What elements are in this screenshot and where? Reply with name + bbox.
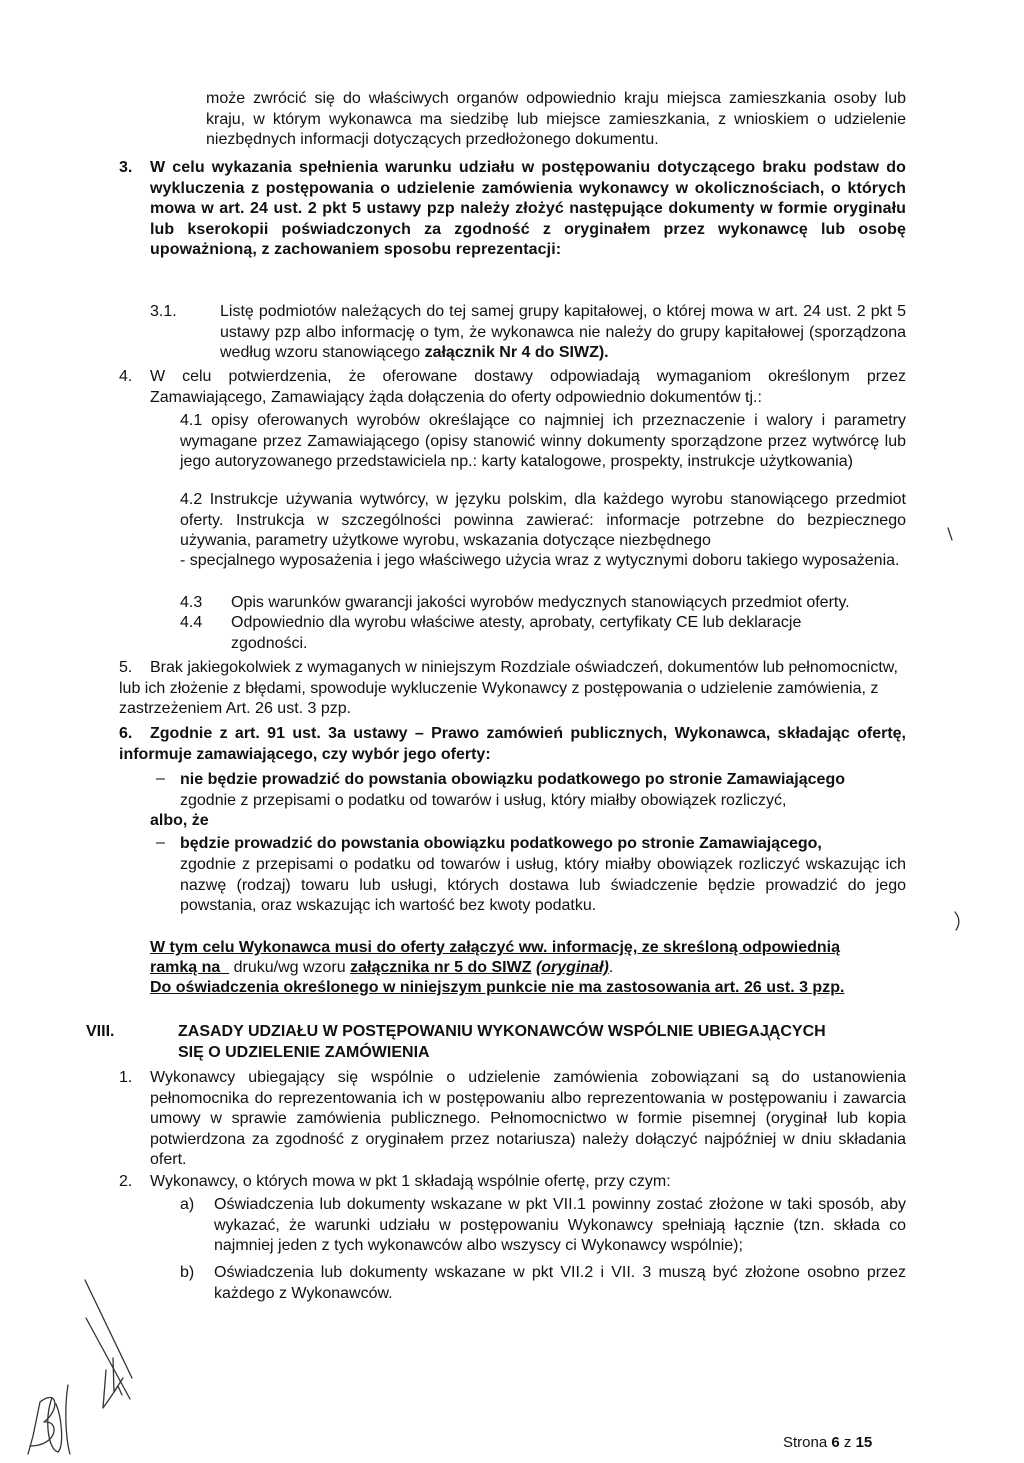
s8-item2-number: 2. <box>119 1173 133 1190</box>
p6-note-line1: W tym celu Wykonawca musi do oferty załączyć ww. informację, ze skreśloną odpowiednią <box>150 939 840 956</box>
p6-option1-bold: nie będzie prowadzić do powstania obowiązku podatkowego po stronie Zamawiającego <box>180 771 845 788</box>
s8-item2a-text: Oświadczenia lub dokumenty wskazane w pkt VII.1 powinny zostać złożone w taki sposób, aby wykazać, że warunki udziału w postępowaniu Wykonawcy spełniają łącznie (tzn. składa co najmniej jeden z tych wykonawców albo wszyscy ci Wykonawcy wspólnie); <box>214 1196 906 1254</box>
p4-text: W celu potwierdzenia, że oferowane dostawy odpowiadają wymaganiom określonym przez Zamawiającego, Zamawiający żąda dołączenia do oferty odpowiednio dokumentów tj.: <box>150 368 906 406</box>
s8-item1-text: Wykonawcy ubiegający się wspólnie o udzielenie zamówienia zobowiązani są do ustanowienia pełnomocnika do reprezentowania ich w postępowaniu albo reprezentowania w postępowaniu i zawarcia umowy w sprawie zamówienia publicznego. Pełnomocnictwo w formie pisemnej (oryginał lub kopia potwierdzona za zgodność z oryginałem przez notariusza) należy dołączyć najpóźniej w dniu składania ofert. <box>150 1069 906 1168</box>
s8-title-line1: ZASADY UDZIAŁU W POSTĘPOWANIU WYKONAWCÓW WSPÓLNIE UBIEGAJĄCYCH <box>178 1023 826 1040</box>
s8-item1-number: 1. <box>119 1069 133 1086</box>
p6-note-line3: Do oświadczenia określonego w niniejszym punkcie nie ma zastosowania art. 26 ust. 3 pzp. <box>150 979 845 996</box>
s8-item2-text: Wykonawcy, o których mowa w pkt 1 składają wspólnie ofertę, przy czym: <box>150 1173 671 1190</box>
p3-text: W celu wykazania spełnienia warunku udziału w postępowaniu dotyczącego braku podstaw do wykluczenia z postępowania o udzielenie zamówienia wykonawcy w okolicznościach, o których mowa w art. 24 ust. 2 pkt 5 ustawy pzp należy złożyć następujące dokumenty w formie oryginału lub kserokopii poświadczonych za zgodność z oryginałem przez wykonawcę lub osobę upoważnioną, z zachowaniem sposobu reprezentacji: <box>150 159 906 258</box>
p6-option2-dash: – <box>156 834 165 851</box>
p3-1-attachment: załącznik Nr 4 do SIWZ). <box>424 344 609 361</box>
p4-4-text: Odpowiednio dla wyrobu właściwe atesty, aprobaty, certyfikaty CE lub deklaracje zgodności. <box>231 614 802 652</box>
p6-option2-rest: zgodnie z przepisami o podatku od towarów i usług, który miałby obowiązek rozliczyć wskazując ich nazwę (rodzaj) towaru lub usługi, których dostawa lub świadczenie będzie prowadzić do jego powstania, oraz wskazując ich wartość bez kwoty podatku. <box>180 856 906 914</box>
p6-note-attachment: załącznika nr 5 do SIWZ <box>350 959 532 976</box>
p6-note-original: (oryginał) <box>535 959 609 976</box>
p4-number: 4. <box>119 368 133 385</box>
s8-title-line2: SIĘ O UDZIELENIE ZAMÓWIENIA <box>178 1043 430 1061</box>
p4-2-text: 4.2 Instrukcje używania wytwórcy, w języku polskim, dla każdego wyrobu stanowiącego przedmiot oferty. Instrukcja w szczególności powinna zawierać: informacje potrzebne do bezpiecznego używania, parametry użytkowe wyrobu, wskazania dotyczące niezbędnego <box>180 491 906 549</box>
p4-1-text: 4.1 opisy oferowanych wyrobów określające co najmniej ich przeznaczenie i walory i parametry wymagane przez Zamawiającego (opisy stanowić winny dokumenty sporządzone przez wytwórcę lub jego autoryzowanego przedstawiciela np.: karty katalogowe, prospekty, instrukcje użytkowania) <box>180 412 906 470</box>
p6-option1-rest: zgodnie z przepisami o podatku od towarów i usług, który miałby obowiązek rozliczyć, <box>180 791 787 809</box>
p5-text: Brak jakiegokolwiek z wymaganych w niniejszym Rozdziale oświadczeń, dokumentów lub pełnomocnictw, lub ich złożenie z błędami, spowoduje wykluczenie Wykonawcy z postępowania o udzielenie zamówienia, z zastrzeżeniem Art. 26 ust. 3 pzp. <box>119 659 898 717</box>
intro-paragraph: może zwrócić się do właściwych organów odpowiednio kraju miejsca zamieszkania osoby lub kraju, w którym wykonawca ma siedzibę lub miejsce zamieszkania, z wnioskiem o udzielenie niezbędnych informacji dotyczących przedłożonego dokumentu. <box>206 90 906 148</box>
footer-separator: z <box>843 1434 852 1451</box>
footer-page-number: 6 <box>831 1434 840 1451</box>
p6-number: 6. <box>119 725 133 742</box>
s8-item2a-number: a) <box>180 1196 195 1213</box>
p5-number: 5. <box>119 659 133 676</box>
p4-4-number: 4.4 <box>180 614 203 631</box>
p6-text: Zgodnie z art. 91 ust. 3a ustawy – Prawo zamówień publicznych, Wykonawca, składając ofertę, informuje zamawiającego, czy wybór jego oferty: <box>119 725 906 763</box>
p6-note-form: druku/wg wzoru <box>233 959 346 976</box>
footer-label: Strona <box>783 1434 828 1451</box>
s8-roman: VIII. <box>86 1023 115 1040</box>
s8-item2b-text: Oświadczenia lub dokumenty wskazane w pkt VII.2 i VII. 3 muszą być złożone osobno przez każdego z Wykonawców. <box>214 1264 906 1302</box>
p6-option1-dash: – <box>156 770 165 787</box>
p6-option2-bold: będzie prowadzić do powstania obowiązku podatkowego po stronie Zamawiającego, <box>180 835 822 852</box>
p3-number: 3. <box>119 159 133 176</box>
p3-1-body: Listę podmiotów należących do tej samej grupy kapitałowej, o której mowa w art. 24 ust. 2 pkt 5 ustawy pzp albo informację o tym, że wykonawca nie należy do grupy kapitałowej (sporządzona według wzoru stanowiącego <box>220 303 906 361</box>
s8-item2b-number: b) <box>180 1264 195 1281</box>
p6-albo: albo, że <box>150 812 209 829</box>
p3-1-number: 3.1. <box>150 303 177 320</box>
p4-2-continuation: - specjalnego wyposażenia i jego właściwego użycia wraz z wytycznymi doboru takiego wyposażenia. <box>180 552 900 569</box>
footer-page-total: 15 <box>855 1434 873 1451</box>
p4-3-number: 4.3 <box>180 594 203 611</box>
p4-3-text: Opis warunków gwarancji jakości wyrobów medycznych stanowiących przedmiot oferty. <box>231 594 850 611</box>
p6-note-frame: ramką na <box>150 959 221 976</box>
p6-note-line2: ramką na druku/wg wzoru załącznika nr 5 do SIWZ (oryginał). <box>150 959 614 976</box>
